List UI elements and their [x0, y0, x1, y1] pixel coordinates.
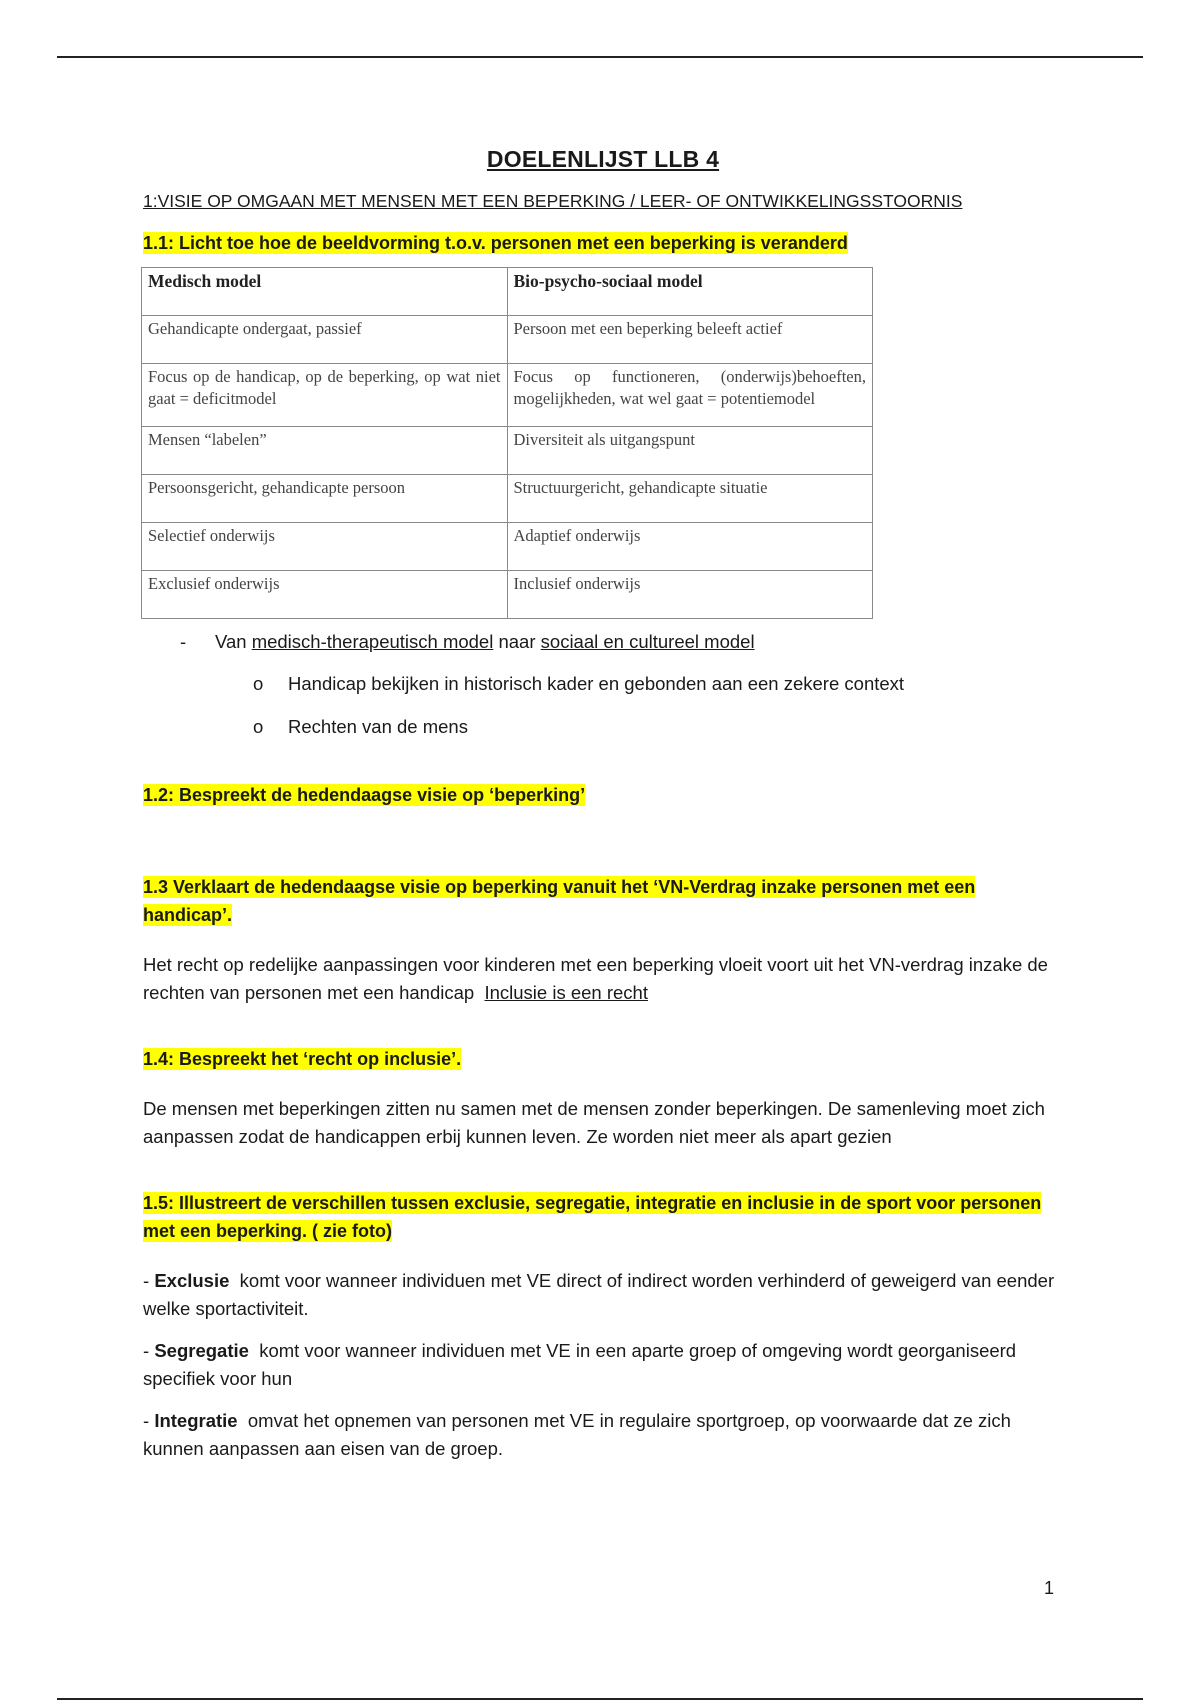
goal-1-1-text: 1.1: Licht toe hoe de beeldvorming t.o.v. personen met een beperking is veranderd — [143, 233, 848, 253]
term-exclusie: - Exclusie komt voor wanneer individuen met VE direct of indirect worden verhinderd of geweigerd van eender welke sportactiviteit. — [143, 1270, 1055, 1319]
model-shift-from: medisch-therapeutisch model — [251, 631, 494, 652]
paragraph-1-3 — [143, 951, 1063, 1007]
table-cell: Adaptief onderwijs — [507, 523, 873, 571]
table-row — [142, 523, 873, 571]
table-row — [142, 427, 873, 475]
table-cell: Focus op de handicap, op de beperking, op wat niet gaat = deficitmodel — [142, 364, 508, 427]
table-cell: Inclusief onderwijs — [507, 571, 873, 619]
model-shift-prefix: Van — [215, 631, 247, 652]
table-row — [142, 571, 873, 619]
sub-list-item — [143, 673, 1063, 695]
section-title: 1:VISIE OP OMGAAN MET MENSEN MET EEN BEPERKING / LEER- OF ONTWIKKELINGSSTOORNIS — [143, 191, 963, 211]
dash-bullet: - — [180, 631, 187, 652]
table-header-cell: Bio-psycho-sociaal model — [507, 268, 873, 316]
sub-list-item-text: Handicap bekijken in historisch kader en gebonden aan een zekere context — [288, 673, 905, 694]
header-rule — [57, 56, 1143, 58]
goal-1-2 — [143, 781, 1063, 809]
term-description: komt voor wanneer individuen met VE direct of indirect worden verhinderd of geweigerd van eender welke sportactiviteit. — [143, 1270, 1055, 1319]
table-cell: Diversiteit als uitgangspunt — [507, 427, 873, 475]
term-segregatie: - Segregatie komt voor wanneer individuen met VE in een aparte groep of omgeving wordt georganiseerd specifiek voor hun — [143, 1340, 1017, 1389]
term-label: Integratie — [154, 1410, 238, 1431]
goal-1-5 — [143, 1189, 1063, 1245]
table-row — [142, 475, 873, 523]
term-description: komt voor wanneer individuen met VE in een aparte groep of omgeving wordt georganiseerd specifiek voor hun — [143, 1340, 1017, 1389]
table-cell: Focus op functioneren, (onderwijs)behoeften, mogelijkheden, wat wel gaat = potentiemodel — [507, 364, 873, 427]
table-cell: Exclusief onderwijs — [142, 571, 508, 619]
circle-bullet: o — [253, 716, 264, 737]
sub-list-item — [143, 716, 1063, 738]
term-description: omvat het opnemen van personen met VE in regulaire sportgroep, op voorwaarde dat ze zich kunnen aanpassen aan eisen van de groep. — [143, 1410, 1011, 1459]
table-cell: Gehandicapte ondergaat, passief — [142, 316, 508, 364]
sub-list-item-text: Rechten van de mens — [288, 716, 468, 737]
term-label: Exclusie — [154, 1270, 230, 1291]
table-cell: Persoonsgericht, gehandicapte persoon — [142, 475, 508, 523]
goal-1-1 — [143, 229, 1063, 257]
paragraph-1-3-text: Het recht op redelijke aanpassingen voor kinderen met een beperking vloeit voort uit het VN-verdrag inzake de rechten van personen met een handicap — [143, 954, 1048, 1003]
goal-1-3 — [143, 873, 1063, 929]
table-row — [142, 316, 873, 364]
model-shift-middle: naar — [498, 631, 536, 652]
table-cell: Selectief onderwijs — [142, 523, 508, 571]
goal-1-5-text: 1.5: Illustreert de verschillen tussen exclusie, segregatie, integratie en inclusie in de sport voor personen met een beperking. ( zie foto) — [143, 1193, 1042, 1241]
table-row — [142, 364, 873, 427]
document-title: DOELENLIJST LLB 4 — [486, 146, 720, 172]
term-integratie: - Integratie omvat het opnemen van personen met VE in regulaire sportgroep, op voorwaarde dat ze zich kunnen aanpassen aan eisen van de groep. — [143, 1410, 1011, 1459]
goal-1-4-text: 1.4: Bespreekt het ‘recht op inclusie’. — [143, 1049, 462, 1069]
paragraph-1-4: De mensen met beperkingen zitten nu samen met de mensen zonder beperkingen. De samenleving moet zich aanpassen zodat de handicappen erbij kunnen leven. Ze worden niet meer als apart gezien — [143, 1098, 1045, 1147]
document-body — [143, 146, 1063, 1477]
model-shift-item — [143, 631, 1063, 653]
goal-1-4 — [143, 1045, 1063, 1073]
table-cell: Persoon met een beperking beleeft actief — [507, 316, 873, 364]
table-header-row — [142, 268, 873, 316]
model-shift-to: sociaal en cultureel model — [540, 631, 755, 652]
goal-1-2-text: 1.2: Bespreekt de hedendaagse visie op ‘beperking’ — [143, 785, 586, 805]
goal-1-3-text: 1.3 Verklaart de hedendaagse visie op beperking vanuit het ‘VN-Verdrag inzake personen met een handicap’. — [143, 877, 976, 925]
table-header-cell: Medisch model — [142, 268, 508, 316]
table-cell: Mensen “labelen” — [142, 427, 508, 475]
term-label: Segregatie — [154, 1340, 249, 1361]
models-table — [141, 267, 873, 619]
inclusion-right-text: Inclusie is een recht — [484, 982, 648, 1003]
table-cell: Structuurgericht, gehandicapte situatie — [507, 475, 873, 523]
page-number: 1 — [1044, 1578, 1055, 1598]
circle-bullet: o — [253, 673, 264, 694]
